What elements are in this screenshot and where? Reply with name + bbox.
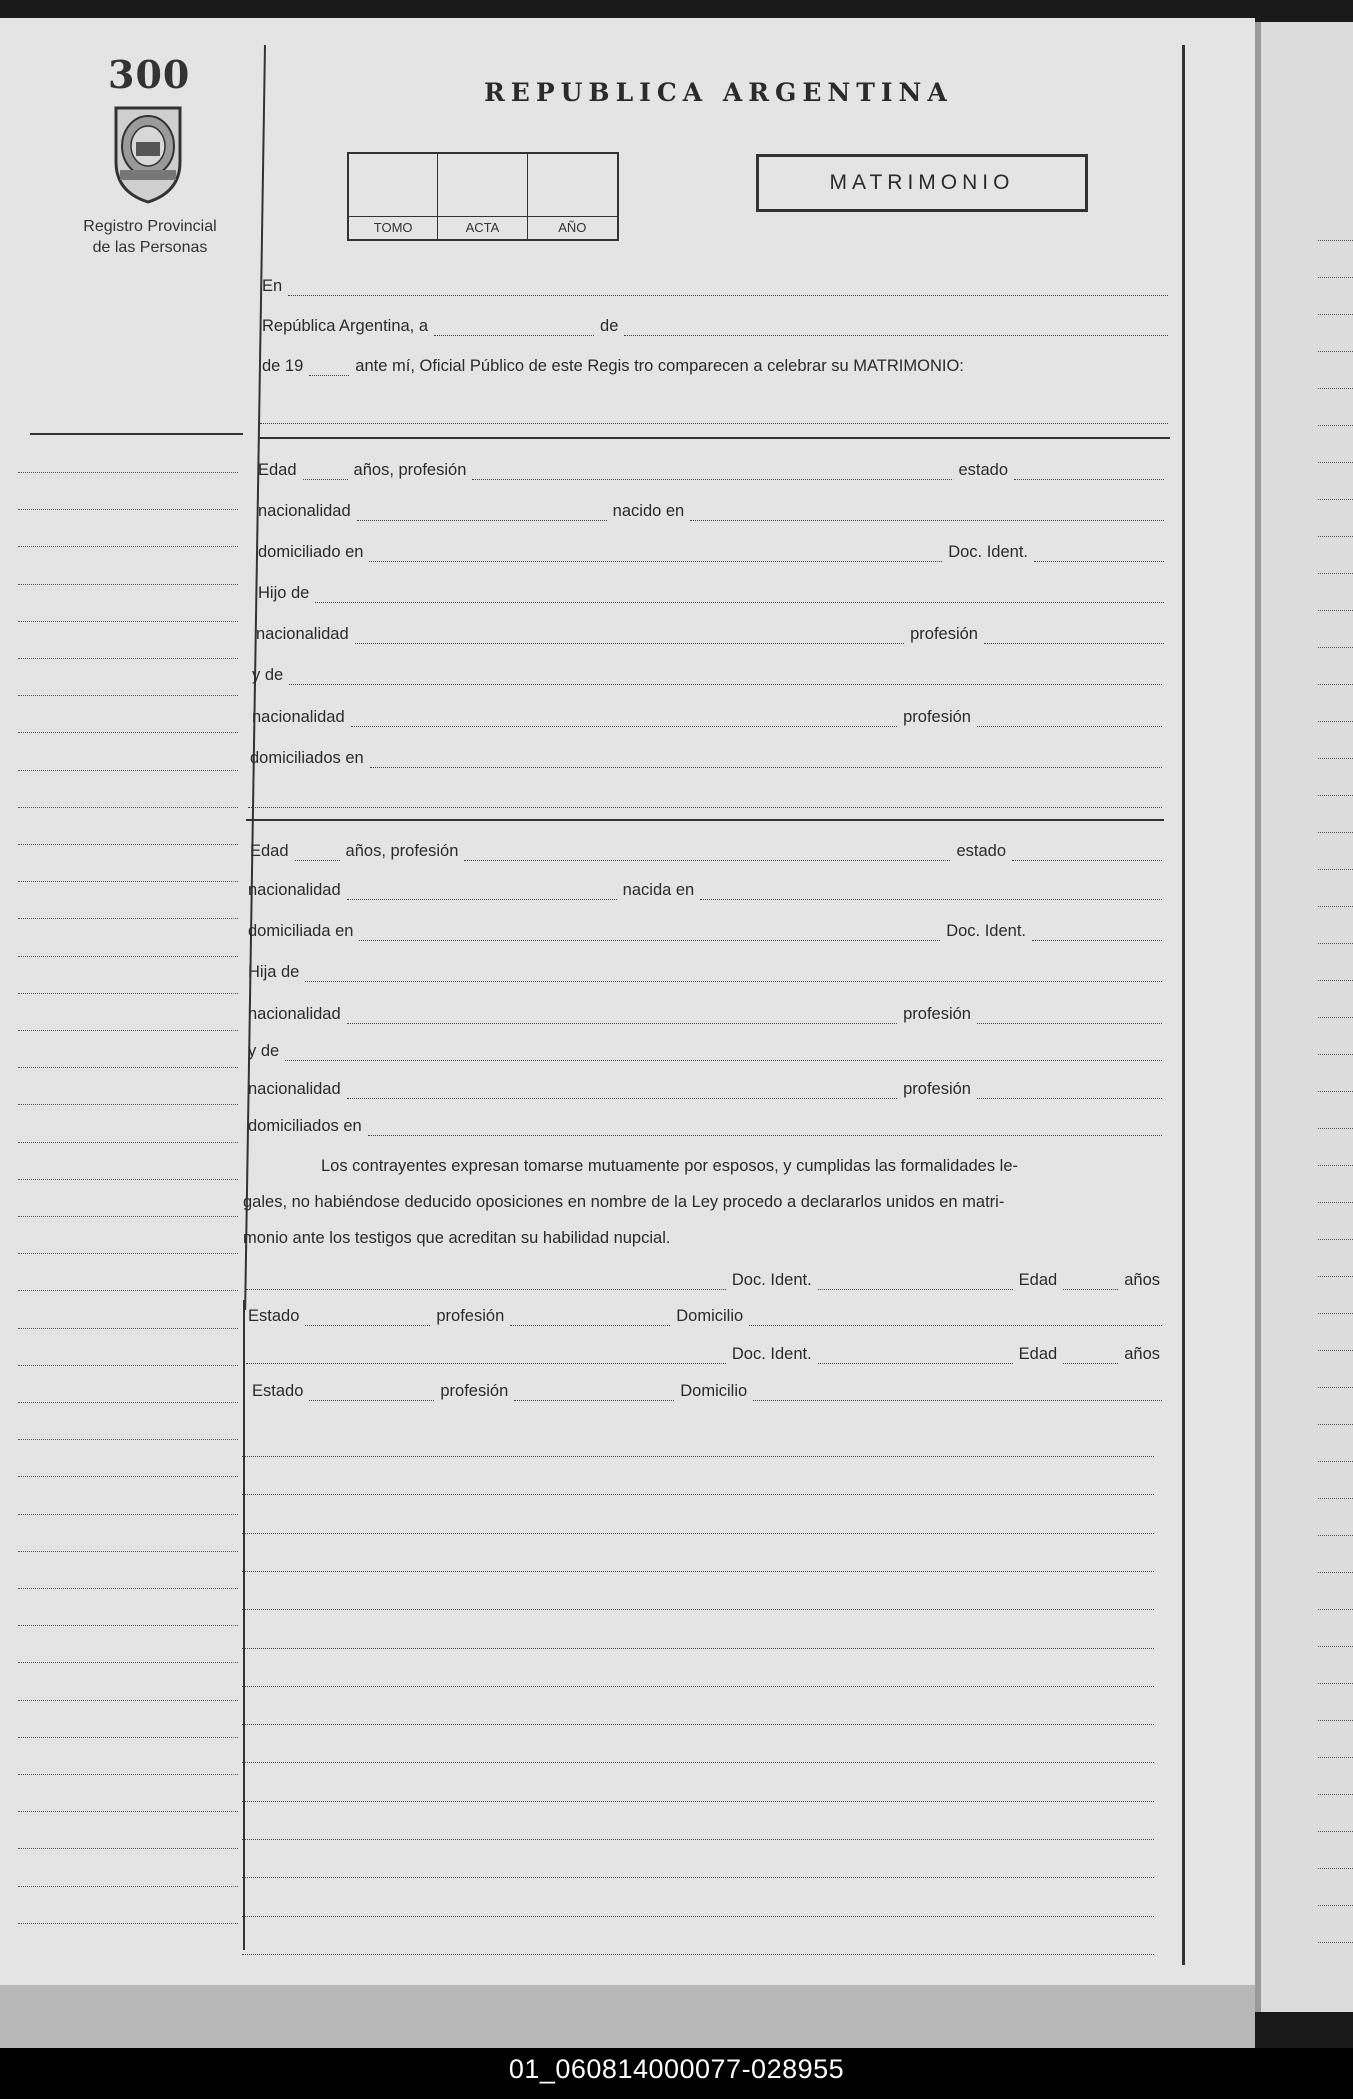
margin-ruled-line xyxy=(18,1179,238,1180)
witness-2-doc-line[interactable]: Doc. Ident. Edad años xyxy=(244,1340,1164,1364)
registry-table xyxy=(347,152,619,241)
margin-ruled-line xyxy=(18,621,238,622)
margin-ruled-line xyxy=(18,993,238,994)
adjacent-ruled-line xyxy=(1318,1572,1353,1573)
adjacent-ruled-line xyxy=(1318,758,1353,759)
adjacent-ruled-line xyxy=(1318,721,1353,722)
margin-ruled-line xyxy=(18,1402,238,1403)
witness-1-status-line[interactable]: Estado profesión Domicilio xyxy=(244,1302,1164,1326)
adjacent-ruled-line xyxy=(1318,1091,1353,1092)
adjacent-ruled-line xyxy=(1318,1128,1353,1129)
adjacent-ruled-line xyxy=(1318,1757,1353,1758)
margin-ruled-line xyxy=(18,1142,238,1143)
tomo-cell[interactable]: TOMO xyxy=(349,154,438,239)
acta-cell[interactable]: ACTA xyxy=(438,154,527,239)
adjacent-ruled-line xyxy=(1318,573,1353,574)
registry-label: Registro Provincial de las Personas xyxy=(83,218,217,256)
adjacent-ruled-line xyxy=(1318,536,1353,537)
page-title: REPUBLICA ARGENTINA xyxy=(484,78,953,107)
blank-ruled-line[interactable] xyxy=(240,1778,1156,1802)
adjacent-ruled-line xyxy=(1318,1350,1353,1351)
bride-father-line[interactable]: Hija de xyxy=(244,958,1164,982)
ano-cell[interactable]: AÑO xyxy=(528,154,617,239)
adjacent-ruled-line xyxy=(1318,1239,1353,1240)
intro-blank-line[interactable] xyxy=(258,400,1170,424)
blank-ruled-line[interactable] xyxy=(240,1586,1156,1610)
adjacent-ruled-line xyxy=(1318,1461,1353,1462)
margin-ruled-line xyxy=(18,1588,238,1589)
margin-ruled-line xyxy=(18,1923,238,1924)
section-rule xyxy=(246,819,1164,821)
adjacent-ruled-line xyxy=(1318,1535,1353,1536)
adjacent-ruled-line xyxy=(1318,499,1353,500)
adjacent-ruled-line xyxy=(1318,906,1353,907)
bride-address-line[interactable]: domiciliada en Doc. Ident. xyxy=(244,917,1164,941)
blank-ruled-line[interactable] xyxy=(240,1625,1156,1649)
adjacent-ruled-line xyxy=(1318,1424,1353,1425)
blank-ruled-line[interactable] xyxy=(240,1510,1156,1534)
intro-date-line[interactable]: República Argentina, a de xyxy=(258,312,1170,336)
adjacent-ruled-line xyxy=(1318,610,1353,611)
adjacent-ruled-line xyxy=(1318,425,1353,426)
intro-year-line[interactable]: de 19 ante mí, Oficial Público de este Regis tro comparecen a celebrar su MATRIMONIO: xyxy=(262,357,964,375)
adjacent-ruled-line xyxy=(1318,1165,1353,1166)
adjacent-ruled-line xyxy=(1318,1720,1353,1721)
blank-ruled-line[interactable] xyxy=(240,1931,1156,1955)
groom-parents-address-line[interactable]: domiciliados en xyxy=(246,744,1164,768)
blank-ruled-line[interactable] xyxy=(240,1739,1156,1763)
bride-parents-address-line[interactable]: domiciliados en xyxy=(244,1112,1164,1136)
blank-ruled-line[interactable] xyxy=(240,1701,1156,1725)
margin-ruled-line xyxy=(18,881,238,882)
bride-nationality-line[interactable]: nacionalidad nacida en xyxy=(244,876,1164,900)
margin-ruled-line xyxy=(18,584,238,585)
margin-ruled-line xyxy=(18,1551,238,1552)
page-edge xyxy=(0,1985,1255,2048)
adjacent-ruled-line xyxy=(1318,1683,1353,1684)
margin-ruled-line xyxy=(18,1700,238,1701)
margin-ruled-line xyxy=(18,1439,238,1440)
margin-ruled-line xyxy=(18,1365,238,1366)
margin-ruled-line xyxy=(18,1290,238,1291)
blank-ruled-line[interactable] xyxy=(240,1433,1156,1457)
adjacent-ruled-line xyxy=(1318,1942,1353,1943)
groom-blank-line[interactable] xyxy=(246,784,1164,808)
margin-ruled-line xyxy=(18,472,238,473)
witness-2-status-line[interactable]: Estado profesión Domicilio xyxy=(248,1377,1164,1401)
adjacent-ruled-line xyxy=(1318,1868,1353,1869)
margin-ruled-line xyxy=(18,1886,238,1887)
adjacent-ruled-line xyxy=(1318,1054,1353,1055)
adjacent-ruled-line xyxy=(1318,314,1353,315)
margin-ruled-line xyxy=(18,1625,238,1626)
margin-ruled-line xyxy=(18,1104,238,1105)
margin-ruled-line xyxy=(18,1476,238,1477)
image-code: 01_060814000077-028955 xyxy=(508,2054,845,2084)
blank-ruled-line[interactable] xyxy=(240,1471,1156,1495)
margin-ruled-line xyxy=(18,1848,238,1849)
page-number: 300 xyxy=(108,52,191,97)
adjacent-ruled-line xyxy=(1318,1017,1353,1018)
groom-address-line[interactable]: domiciliado en Doc. Ident. xyxy=(254,538,1166,562)
adjacent-ruled-line xyxy=(1318,647,1353,648)
matrimonio-heading: MATRIMONIO xyxy=(756,154,1088,212)
margin-ruled-line xyxy=(18,770,238,771)
margin-ruled-line xyxy=(18,1030,238,1031)
margin-ruled-line xyxy=(18,1774,238,1775)
margin-ruled-line xyxy=(18,1811,238,1812)
margin-ruled-line xyxy=(18,1662,238,1663)
adjacent-ruled-line xyxy=(1318,1202,1353,1203)
margin-ruled-line xyxy=(18,807,238,808)
adjacent-ruled-line xyxy=(1318,462,1353,463)
adjacent-ruled-line xyxy=(1318,1276,1353,1277)
adjacent-ruled-line xyxy=(1318,1609,1353,1610)
blank-ruled-line[interactable] xyxy=(240,1816,1156,1840)
adjacent-ruled-line xyxy=(1318,277,1353,278)
groom-age-line[interactable]: Edad años, profesión estado xyxy=(254,456,1166,480)
margin-ruled-line xyxy=(18,695,238,696)
intro-en-line[interactable]: En xyxy=(258,272,1170,296)
adjacent-ruled-line xyxy=(1318,1313,1353,1314)
bride-father-nationality-line[interactable]: nacionalidad profesión xyxy=(244,1000,1164,1024)
witness-1-doc-line[interactable]: Doc. Ident. Edad años xyxy=(244,1266,1164,1290)
margin-rule xyxy=(30,433,243,435)
adjacent-ruled-line xyxy=(1318,240,1353,241)
adjacent-ruled-line xyxy=(1318,388,1353,389)
adjacent-ruled-line xyxy=(1318,832,1353,833)
margin-ruled-line xyxy=(18,546,238,547)
adjacent-ruled-line xyxy=(1318,1646,1353,1647)
groom-father-line[interactable]: Hijo de xyxy=(254,579,1166,603)
groom-mother-line[interactable]: y de xyxy=(248,661,1164,685)
blank-ruled-line[interactable] xyxy=(240,1854,1156,1878)
bride-age-line[interactable]: Edad años, profesión estado xyxy=(246,837,1164,861)
adjacent-ruled-line xyxy=(1318,1794,1353,1795)
margin-ruled-line xyxy=(18,1216,238,1217)
adjacent-ruled-line xyxy=(1318,795,1353,796)
adjacent-ruled-line xyxy=(1318,351,1353,352)
bride-mother-nationality-line[interactable]: nacionalidad profesión xyxy=(244,1075,1164,1099)
provincial-seal-icon xyxy=(106,100,190,204)
bride-mother-line[interactable]: y de xyxy=(244,1037,1164,1061)
blank-ruled-line[interactable] xyxy=(240,1663,1156,1687)
margin-ruled-line xyxy=(18,732,238,733)
margin-ruled-line xyxy=(18,1737,238,1738)
groom-nationality-line[interactable]: nacionalidad nacido en xyxy=(254,497,1166,521)
adjacent-ruled-line xyxy=(1318,684,1353,685)
adjacent-ruled-line xyxy=(1318,943,1353,944)
margin-ruled-line xyxy=(18,918,238,919)
adjacent-ruled-line xyxy=(1318,869,1353,870)
adjacent-ruled-line xyxy=(1318,1498,1353,1499)
section-rule xyxy=(258,437,1170,439)
blank-ruled-line[interactable] xyxy=(240,1548,1156,1572)
adjacent-ruled-line xyxy=(1318,1905,1353,1906)
adjacent-ruled-line xyxy=(1318,1387,1353,1388)
blank-ruled-line[interactable] xyxy=(240,1893,1156,1917)
margin-ruled-line xyxy=(18,509,238,510)
groom-father-nationality-line[interactable]: nacionalidad profesión xyxy=(252,620,1166,644)
margin-ruled-line xyxy=(18,844,238,845)
margin-ruled-line xyxy=(18,1514,238,1515)
groom-mother-nationality-line[interactable]: nacionalidad profesión xyxy=(248,703,1164,727)
right-border-line xyxy=(1182,45,1185,1965)
margin-ruled-line xyxy=(18,1253,238,1254)
margin-ruled-line xyxy=(18,956,238,957)
adjacent-ruled-line xyxy=(1318,1831,1353,1832)
margin-ruled-line xyxy=(18,1067,238,1068)
declaration-paragraph: Los contrayentes expresan tomarse mutuamente por esposos, y cumplidas las formalidades le- gales, no habiéndose deducido oposiciones en nombre de la Ley procedo a declararlos unidos en matri- monio ante los testigos que acreditan su habilidad nupcial. xyxy=(243,1157,1019,1247)
adjacent-ruled-line xyxy=(1318,980,1353,981)
margin-ruled-line xyxy=(18,658,238,659)
margin-ruled-line xyxy=(18,1328,238,1329)
